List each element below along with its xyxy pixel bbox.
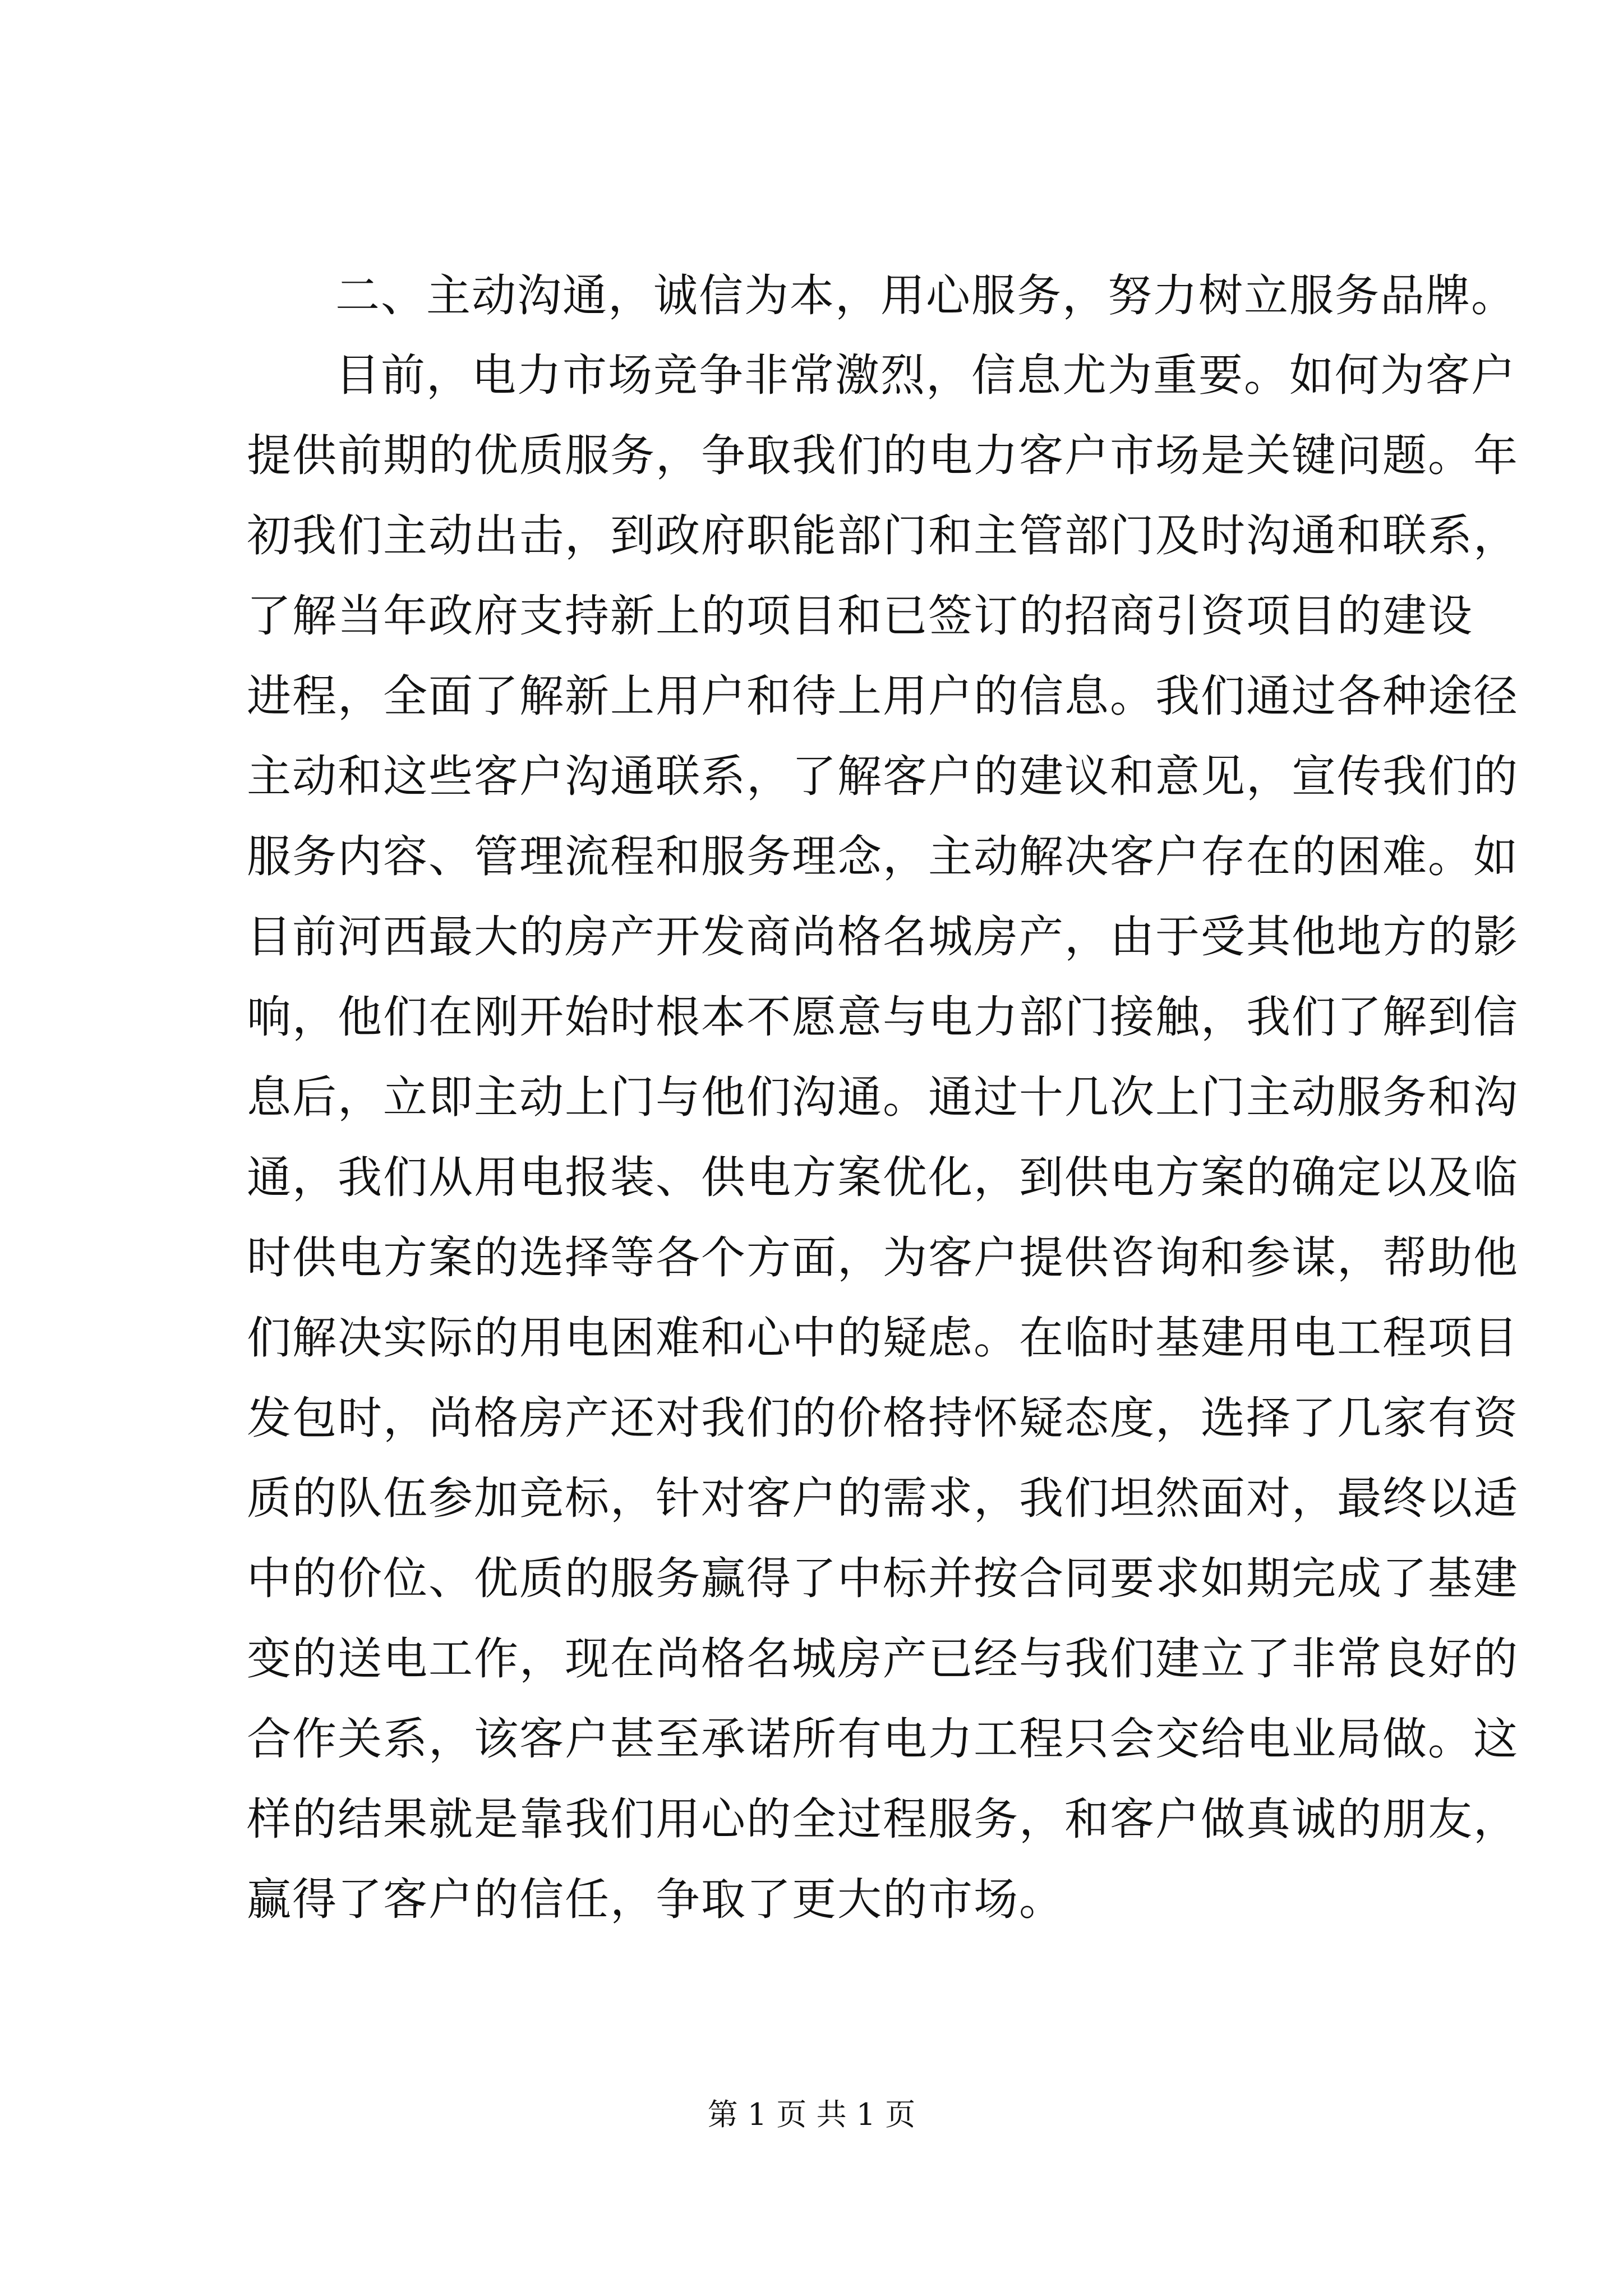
paragraph-line: 提供前期的优质服务，争取我们的电力客户市场是关键问题。年 xyxy=(247,430,1519,481)
page-number-footer: 第 1 页 共 1 页 xyxy=(707,2097,916,2132)
body-paragraph xyxy=(247,335,1519,1940)
paragraph-line: 赢得了客户的信任，争取了更大的市场。 xyxy=(247,1874,1064,1925)
paragraph-line: 时供电方案的选择等各个方面，为客户提供咨询和参谋，帮助他 xyxy=(247,1232,1519,1283)
paragraph-line: 主动和这些客户沟通联系，了解客户的建议和意见，宣传我们的 xyxy=(247,751,1519,802)
paragraph-line: 息后，立即主动上门与他们沟通。通过十几次上门主动服务和沟 xyxy=(247,1071,1519,1123)
paragraph-line: 变的送电工作，现在尚格名城房产已经与我们建立了非常良好的 xyxy=(247,1633,1519,1685)
document-body xyxy=(247,256,1519,1940)
paragraph-line: 中的价位、优质的服务赢得了中标并按合同要求如期完成了基建 xyxy=(247,1553,1519,1604)
paragraph-line: 发包时，尚格房产还对我们的价格持怀疑态度，选择了几家有资 xyxy=(247,1392,1519,1444)
paragraph-line: 质的队伍参加竞标，针对客户的需求，我们坦然面对，最终以适 xyxy=(247,1473,1519,1524)
paragraph-line: 响，他们在刚开始时根本不愿意与电力部门接触，我们了解到信 xyxy=(247,991,1519,1043)
paragraph-line: 了解当年政府支持新上的项目和已签订的招商引资项目的建设 xyxy=(247,590,1473,642)
section-heading: 二、主动沟通，诚信为本，用心服务，努力树立服务品牌。 xyxy=(335,270,1516,321)
paragraph-line: 服务内容、管理流程和服务理念，主动解决客户存在的困难。如 xyxy=(247,831,1519,882)
paragraph-line: 目前，电力市场竞争非常激烈，信息尤为重要。如何为客户 xyxy=(335,349,1516,401)
paragraph-line: 合作关系，该客户甚至承诺所有电力工程只会交给电业局做。这 xyxy=(247,1713,1519,1765)
paragraph-line: 初我们主动出击，到政府职能部门和主管部门及时沟通和联系， xyxy=(247,510,1519,562)
paragraph-line: 目前河西最大的房产开发商尚格名城房产，由于受其他地方的影 xyxy=(247,911,1519,963)
paragraph-line: 们解决实际的用电困难和心中的疑虑。在临时基建用电工程项目 xyxy=(247,1312,1519,1364)
paragraph-line: 进程，全面了解新上用户和待上用户的信息。我们通过各种途径 xyxy=(247,670,1519,722)
paragraph-line: 通，我们从用电报装、供电方案优化，到供电方案的确定以及临 xyxy=(247,1152,1519,1203)
paragraph-line: 样的结果就是靠我们用心的全过程服务，和客户做真诚的朋友， xyxy=(247,1793,1519,1845)
